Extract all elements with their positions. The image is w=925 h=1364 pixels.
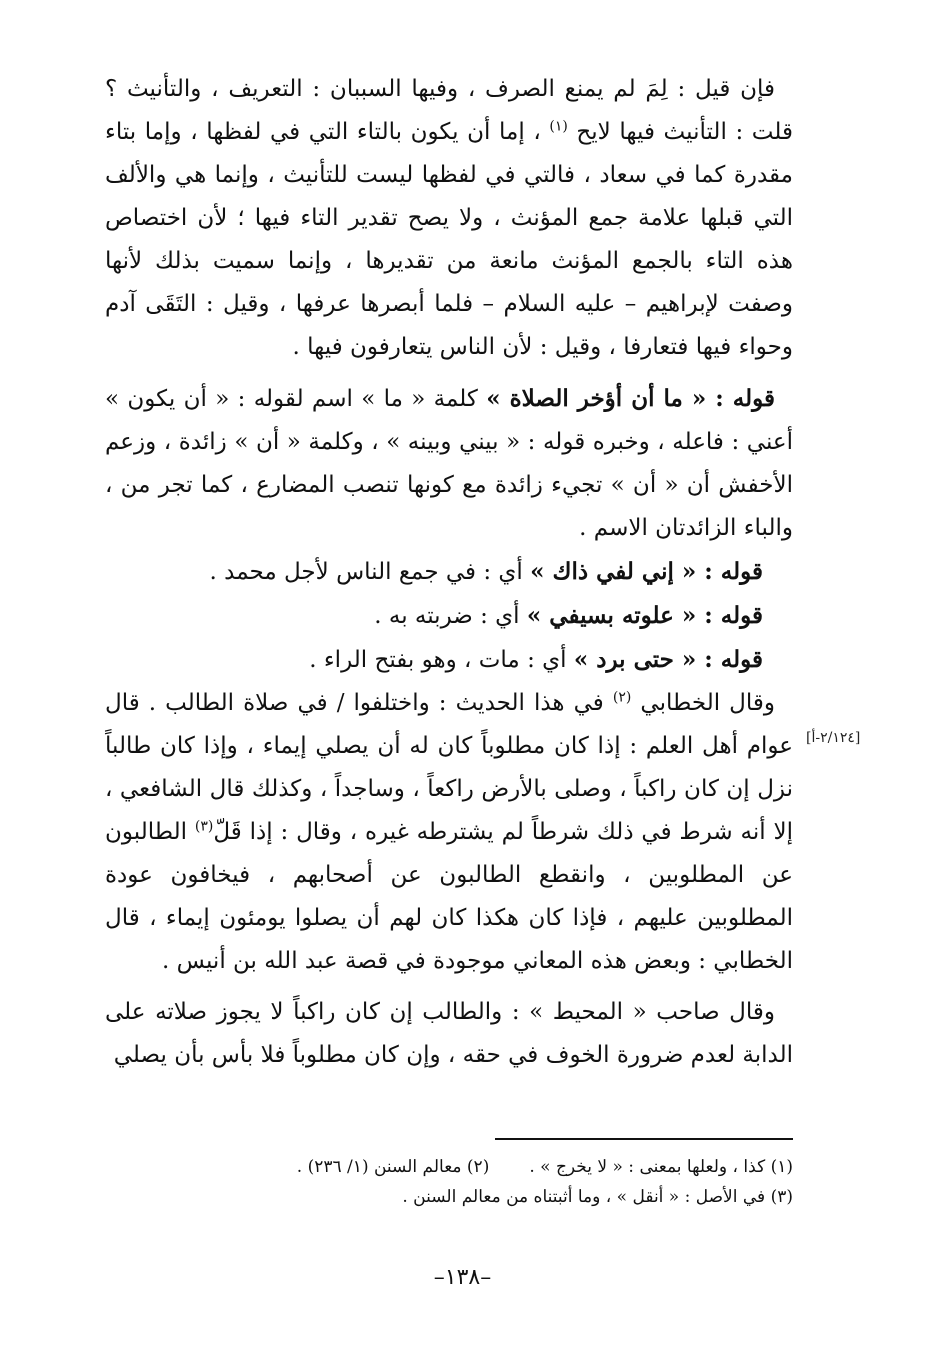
- footnote-row-2: [105, 1182, 793, 1212]
- paragraph-2: [105, 377, 793, 550]
- paragraph-1-text-b: ، إما أن يكون بالتاء التي في لفظها ، وإما بتاء مقدرة كما في سعاد ، فالتي في لفظها ليست للتأنيث ، وإنما هي والألف التي قبلها علامة جمع المؤنث ، ولا يصح تقدير التاء فيها ؛ لأن اختصاص هذه التاء بالجمع المؤنث مانعة من تقديرها ، وإنما سميت بذلك لأنها وصفت لإبراهيم – عليه السلام – فلما أبصرها عرفها ، وقيل : التَقَى آدم وحواء فيها فتعارفا ، وقيل : لأن الناس يتعارفون فيها .: [105, 119, 793, 360]
- quote-key-3: قوله : « علوته بسيفي »: [526, 602, 763, 629]
- quote-line-2-text: أي : ضربته به .: [374, 603, 527, 629]
- quote-key-1: قوله : « ما أن أؤخر الصلاة »: [486, 385, 776, 412]
- paragraph-2-text: كلمة « ما » اسم لقوله : « أن يكون » أعني : فاعله ، وخبره قوله : « بيني وبينه » ، وكلمة « أن » زائدة ، وزعم الأخفش أن « أن » تجيء زائدة مع كونها تنصب المضارع ، كما تجر من ، والباء الزائدتان الاسم .: [105, 386, 793, 541]
- quote-line-3-text: أي : مات ، وهو بفتح الراء .: [309, 647, 574, 673]
- paragraph-1: [105, 68, 793, 369]
- paragraph-1-text-a: قلت : التأنيث فيها لايح: [567, 119, 793, 145]
- page-number: –١٣٨–: [433, 1265, 492, 1290]
- quote-line-2: [105, 594, 793, 638]
- quote-line-1-text: أي : في جمع الناس لأجل محمد .: [209, 559, 531, 585]
- main-text: [105, 68, 793, 1077]
- footnote-mark-3: (٣): [194, 818, 214, 835]
- margin-folio-reference: [٢/١٢٤-أ]: [806, 730, 861, 746]
- paragraph-3: [105, 682, 793, 983]
- footnote-row-1: [105, 1152, 793, 1182]
- paragraph-4: وقال صاحب « المحيط » : والطالب إن كان راكباً لا يجوز صلاته على الدابة لعدم ضرورة الخوف في حقه ، وإن كان مطلوباً فلا بأس بأن يصلي: [105, 999, 793, 1068]
- footnote-3: (٣) في الأصل : « أنقل » ، وما أثبتناه من معالم السنن .: [402, 1187, 793, 1207]
- paragraph-3-text-a: وقال الخطابي: [631, 690, 775, 716]
- quote-key-2: قوله : « إني لفي ذاك »: [530, 558, 763, 585]
- footnotes: [105, 1152, 793, 1212]
- footnote-mark-2: (٢): [612, 689, 632, 706]
- footnote-2: (٢) معالم السنن (١/ ٢٣٦) .: [296, 1157, 490, 1177]
- quote-line-3: [105, 638, 793, 682]
- quote-key-4: قوله : « حتى برد »: [573, 646, 763, 673]
- footnote-mark-1: (١): [549, 118, 568, 135]
- quote-line-1: [105, 550, 793, 594]
- footnote-1: (١) كذا ، ولعلها بمعنى : « لا يخرج » .: [529, 1157, 793, 1177]
- paragraph-1-line-1: فإن قيل : لِمَ لم يمنع الصرف ، وفيها السببان : التعريف ، والتأنيث ؟: [105, 76, 775, 102]
- paragraph-3-text-b: في هذا الحديث : واختلفوا / في صلاة الطالب . قال عوام أهل العلم : إذا كان مطلوباً كان له أن يصلي إيماء ، وإذا كان طالباً نزل إن كان راكباً ، وصلى بالأرض راكعاً ، وساجداً ، وكذلك قال الشافعي ، إلا أنه شرط في ذلك شرطاً لم يشترطه غيره ، وقال : إذا قَلّ: [105, 690, 793, 845]
- paragraph-3-text-c: الطالبون عن المطلوبين ، وانقطع الطالبون عن أصحابهم ، فيخافون عودة المطلوبين عليهم ، فإذا كان هكذا كان لهم أن يصلوا يومئون إيماء ، قال الخطابي : وبعض هذه المعاني موجودة في قصة عبد الله بن أنيس .: [105, 819, 793, 974]
- footnote-divider: [495, 1138, 793, 1140]
